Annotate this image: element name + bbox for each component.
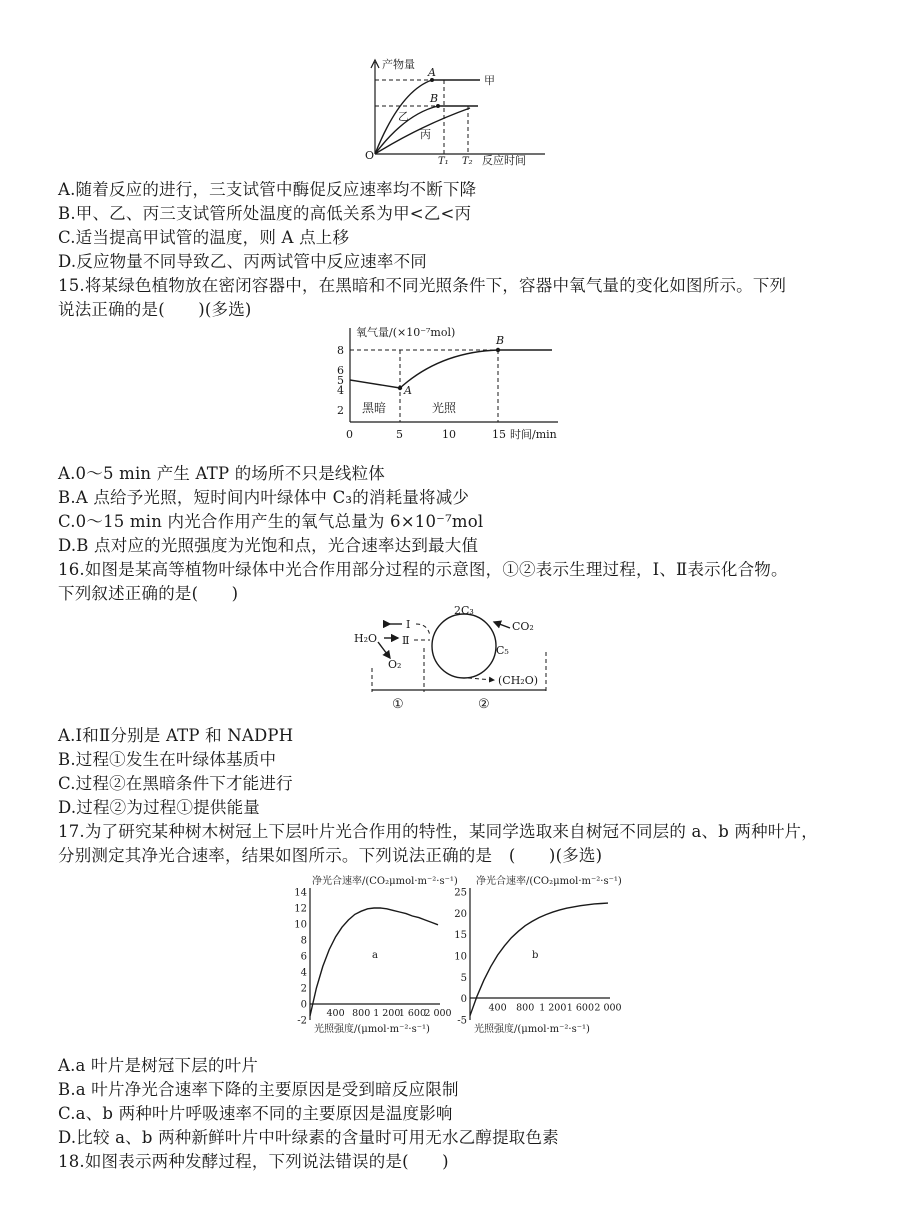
t1-label: T₁ (438, 156, 449, 167)
q16-option-a: A.Ⅰ和Ⅱ分别是 ATP 和 NADPH (58, 726, 294, 745)
chart-a-y-tick: 0 (300, 999, 307, 1011)
chart-a-y-tick: 10 (294, 919, 307, 931)
q16-option-b: B.过程①发生在叶绿体基质中 (58, 750, 277, 769)
chart-a-y-tick: 2 (300, 983, 307, 995)
figure-16-photosynthesis-diagram (350, 602, 560, 714)
y-tick-4: 4 (337, 384, 344, 397)
x-axis-label: 时间/min (510, 428, 557, 441)
h2o-label: H₂O (354, 632, 378, 645)
chart-b-y-tick: 0 (460, 994, 467, 1006)
q15-stem-line-1: 15.将某绿色植物放在密闭容器中，在黑暗和不同光照条件下，容器中氧气量的变化如图所示。下列 (58, 276, 787, 295)
chart-a-x-tick: 1 200 (373, 1008, 401, 1019)
chart-b-x-tick: 400 (488, 1002, 507, 1014)
q16-option-d: D.过程②为过程①提供能量 (58, 798, 260, 817)
calvin-cycle-circle (432, 614, 496, 678)
q15-option-d: D.B 点对应的光照强度为光饱和点，光合速率达到最大值 (58, 536, 479, 555)
figure-17-chart-a (284, 870, 458, 1038)
process-1-label: ① (392, 697, 404, 712)
chart-b-xlabel: 光照强度/(μmol·m⁻²·s⁻¹) (474, 1024, 590, 1035)
o2-label: O₂ (388, 658, 402, 671)
point-a-label: A (428, 66, 436, 79)
link-compound-1 (416, 624, 430, 636)
point-a-label: A (404, 384, 412, 397)
c3-label: 2C₃ (454, 604, 474, 617)
compound-1-label: Ⅰ (406, 618, 411, 631)
co2-arrow-icon (494, 622, 510, 628)
chart-a-y-tick: 6 (300, 951, 307, 963)
co2-label: CO₂ (512, 620, 534, 633)
chart-a-title: a (372, 950, 378, 961)
chart-b-y-tick: 10 (454, 951, 467, 963)
chart-a-x-tick: 2 000 (424, 1008, 452, 1019)
light-label: 光照 (432, 401, 457, 415)
y-axis-label: 产物量 (382, 58, 415, 71)
q15-option-c: C.0～15 min 内光合作用产生的氧气总量为 6×10⁻⁷mol (58, 512, 484, 531)
chart-a-x-tick: 800 (352, 1008, 371, 1019)
point-b-dot (496, 348, 500, 352)
q17-stem-line-1: 17.为了研究某种树木树冠上下层叶片光合作用的特性，某同学选取来自树冠不同层的 a、b 两种叶片， (58, 822, 818, 841)
dark-label: 黑暗 (362, 401, 387, 415)
chart-b-title: b (532, 950, 539, 961)
x-tick-10: 10 (442, 428, 456, 441)
chart-b-x-tick: 1 200 (539, 1002, 567, 1014)
q18-stem: 18.如图表示两种发酵过程，下列说法错误的是( ) (58, 1152, 449, 1171)
x-tick-5: 5 (396, 428, 403, 441)
y-tick-6: 6 (337, 364, 344, 377)
y-tick-5: 5 (337, 374, 344, 387)
figure-15-oxygen-chart (330, 322, 580, 450)
curve-dark (350, 380, 400, 388)
q16-stem-line-1: 16.如图是某高等植物叶绿体中光合作用部分过程的示意图，①②表示生理过程，Ⅰ、Ⅱ表示化合物。 (58, 560, 788, 579)
chart-a-y-tick: -2 (297, 1015, 307, 1027)
ch2o-arrow-icon (468, 678, 494, 680)
q17-option-c: C.a、b 两种叶片呼吸速率不同的主要原因是温度影响 (58, 1104, 453, 1123)
x-tick-0: 0 (346, 428, 353, 441)
chart-b-x-tick: 800 (516, 1002, 535, 1014)
process-2-label: ② (478, 697, 490, 712)
q17-option-d: D.比较 a、b 两种新鲜叶片中叶绿素的含量时可用无水乙醇提取色素 (58, 1128, 559, 1147)
point-b-label: B (430, 92, 439, 105)
o2-arrow-icon (378, 642, 390, 658)
q14-option-d: D.反应物量不同导致乙、丙两试管中反应速率不同 (58, 252, 427, 271)
q15-option-b: B.A 点给予光照，短时间内叶绿体中 C₃的消耗量将减少 (58, 488, 470, 507)
chart-b-x-tick: 2 000 (594, 1002, 622, 1014)
y-axis-label: 氧气量/(×10⁻⁷mol) (356, 326, 456, 339)
chart-a-ylabel: 净光合速率/(CO₂μmol·m⁻²·s⁻¹) (312, 876, 458, 887)
compound-2-label: Ⅱ (402, 634, 410, 647)
ch2o-label: (CH₂O) (498, 674, 539, 687)
t2-label: T₂ (462, 156, 473, 167)
y-tick-2: 2 (337, 404, 344, 417)
chart-a-y-tick: 4 (300, 967, 307, 979)
chart-a-y-tick: 8 (300, 935, 307, 947)
q16-stem-line-2: 下列叙述正确的是( ) (58, 584, 239, 603)
q17-option-a: A.a 叶片是树冠下层的叶片 (58, 1056, 259, 1075)
chart-a-xlabel: 光照强度/(μmol·m⁻²·s⁻¹) (314, 1024, 430, 1035)
chart-b-y-tick: -5 (457, 1015, 467, 1027)
curve-bing-label: 丙 (420, 128, 431, 141)
figure-17-chart-b (448, 870, 622, 1038)
origin-label: O (365, 149, 375, 162)
chart-b-y-tick: 25 (454, 887, 467, 899)
curve-jia-label: 甲 (484, 74, 495, 87)
chart-b-ylabel: 净光合速率/(CO₂μmol·m⁻²·s⁻¹) (476, 876, 622, 887)
x-axis-label: 反应时间 (482, 154, 526, 167)
q15-stem-line-2: 说法正确的是( )(多选) (58, 300, 252, 319)
chart-a-curve (310, 908, 438, 1016)
q17-option-b: B.a 叶片净光合速率下降的主要原因是受到暗反应限制 (58, 1080, 459, 1099)
chart-b-y-tick: 20 (454, 908, 467, 920)
q14-option-c: C.适当提高甲试管的温度，则 A 点上移 (58, 228, 350, 247)
curve-jia (375, 80, 480, 154)
y-tick-8: 8 (337, 344, 344, 357)
chart-b-y-tick: 15 (454, 930, 467, 942)
chart-a-y-tick: 12 (294, 903, 307, 915)
chart-b-y-tick: 5 (460, 972, 467, 984)
curve-light (400, 350, 552, 388)
chart-a-x-tick: 1 600 (398, 1008, 427, 1019)
q17-stem-line-2: 分别测定其净光合速率，结果如图所示。下列说法正确的是 ( )(多选) (58, 846, 603, 865)
curve-yi-label: 乙 (398, 110, 409, 123)
q14-option-b: B.甲、乙、丙三支试管所处温度的高低关系为甲<乙<丙 (58, 204, 472, 223)
q16-option-c: C.过程②在黑暗条件下才能进行 (58, 774, 293, 793)
x-tick-15: 15 (492, 428, 506, 441)
q15-option-a: A.0～5 min 产生 ATP 的场所不只是线粒体 (58, 464, 386, 483)
chart-b-curve (470, 903, 608, 1016)
figure-14-enzyme-curves (360, 56, 560, 168)
point-a-dot (398, 386, 402, 390)
chart-b-x-tick: 1 600 (566, 1002, 595, 1014)
chart-a-x-tick: 400 (326, 1008, 345, 1019)
chart-a-y-tick: 14 (294, 887, 307, 899)
c5-label: C₅ (496, 644, 509, 657)
point-b-label: B (496, 334, 505, 347)
q14-option-a: A.随着反应的进行，三支试管中酶促反应速率均不断下降 (58, 180, 477, 199)
